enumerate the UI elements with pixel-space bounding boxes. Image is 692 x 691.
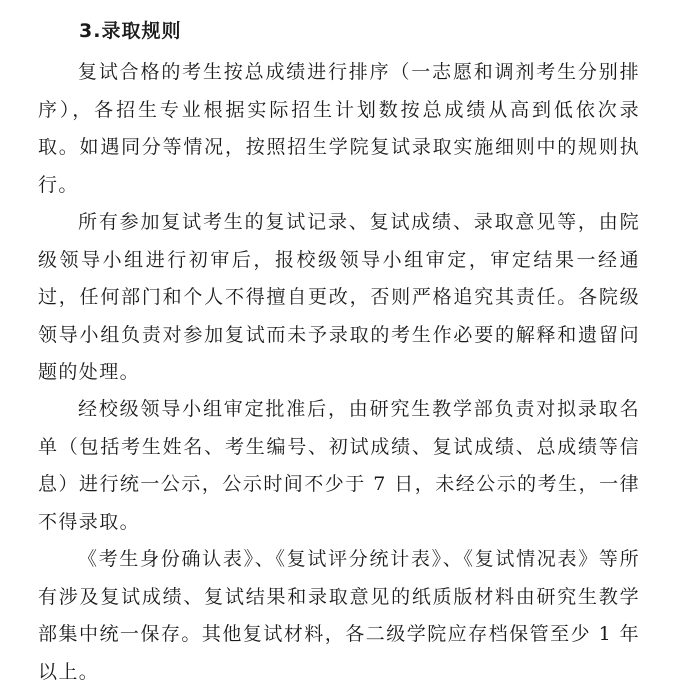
- paragraph-ranking-rules: 复试合格的考生按总成绩进行排序（一志愿和调剂考生分别排序），各招生专业根据实际招生计划数按总成绩从高到低依次录取。如遇同分等情况，按照招生学院复试录取实施细则中的规则执行。: [38, 61, 640, 196]
- paragraph-review-approval: 所有参加复试考生的复试记录、复试成绩、录取意见等，由院级领导小组进行初审后，报校级领导小组审定，审定结果一经通过，任何部门和个人不得擅自更改，否则严格追究其责任。各院级领导小组负责对参加复试而未予录取的考生作必要的解释和遗留问题的处理。: [38, 211, 640, 383]
- paragraph-public-notice: 经校级领导小组审定批准后，由研究生教学部负责对拟录取名单（包括考生姓名、考生编号、初试成绩、复试成绩、总成绩等信息）进行统一公示，公示时间不少于 7 日，未经公示的考生，一律不得录取。: [38, 398, 640, 533]
- paragraph-record-keeping: 《考生身份确认表》、《复试评分统计表》、《复试情况表》等所有涉及复试成绩、复试结果和录取意见的纸质版材料由研究生教学部集中统一保存。其他复试材料，各二级学院应存档保管至少 1 年以上。: [38, 548, 640, 683]
- section-heading: 3.录取规则: [79, 20, 182, 42]
